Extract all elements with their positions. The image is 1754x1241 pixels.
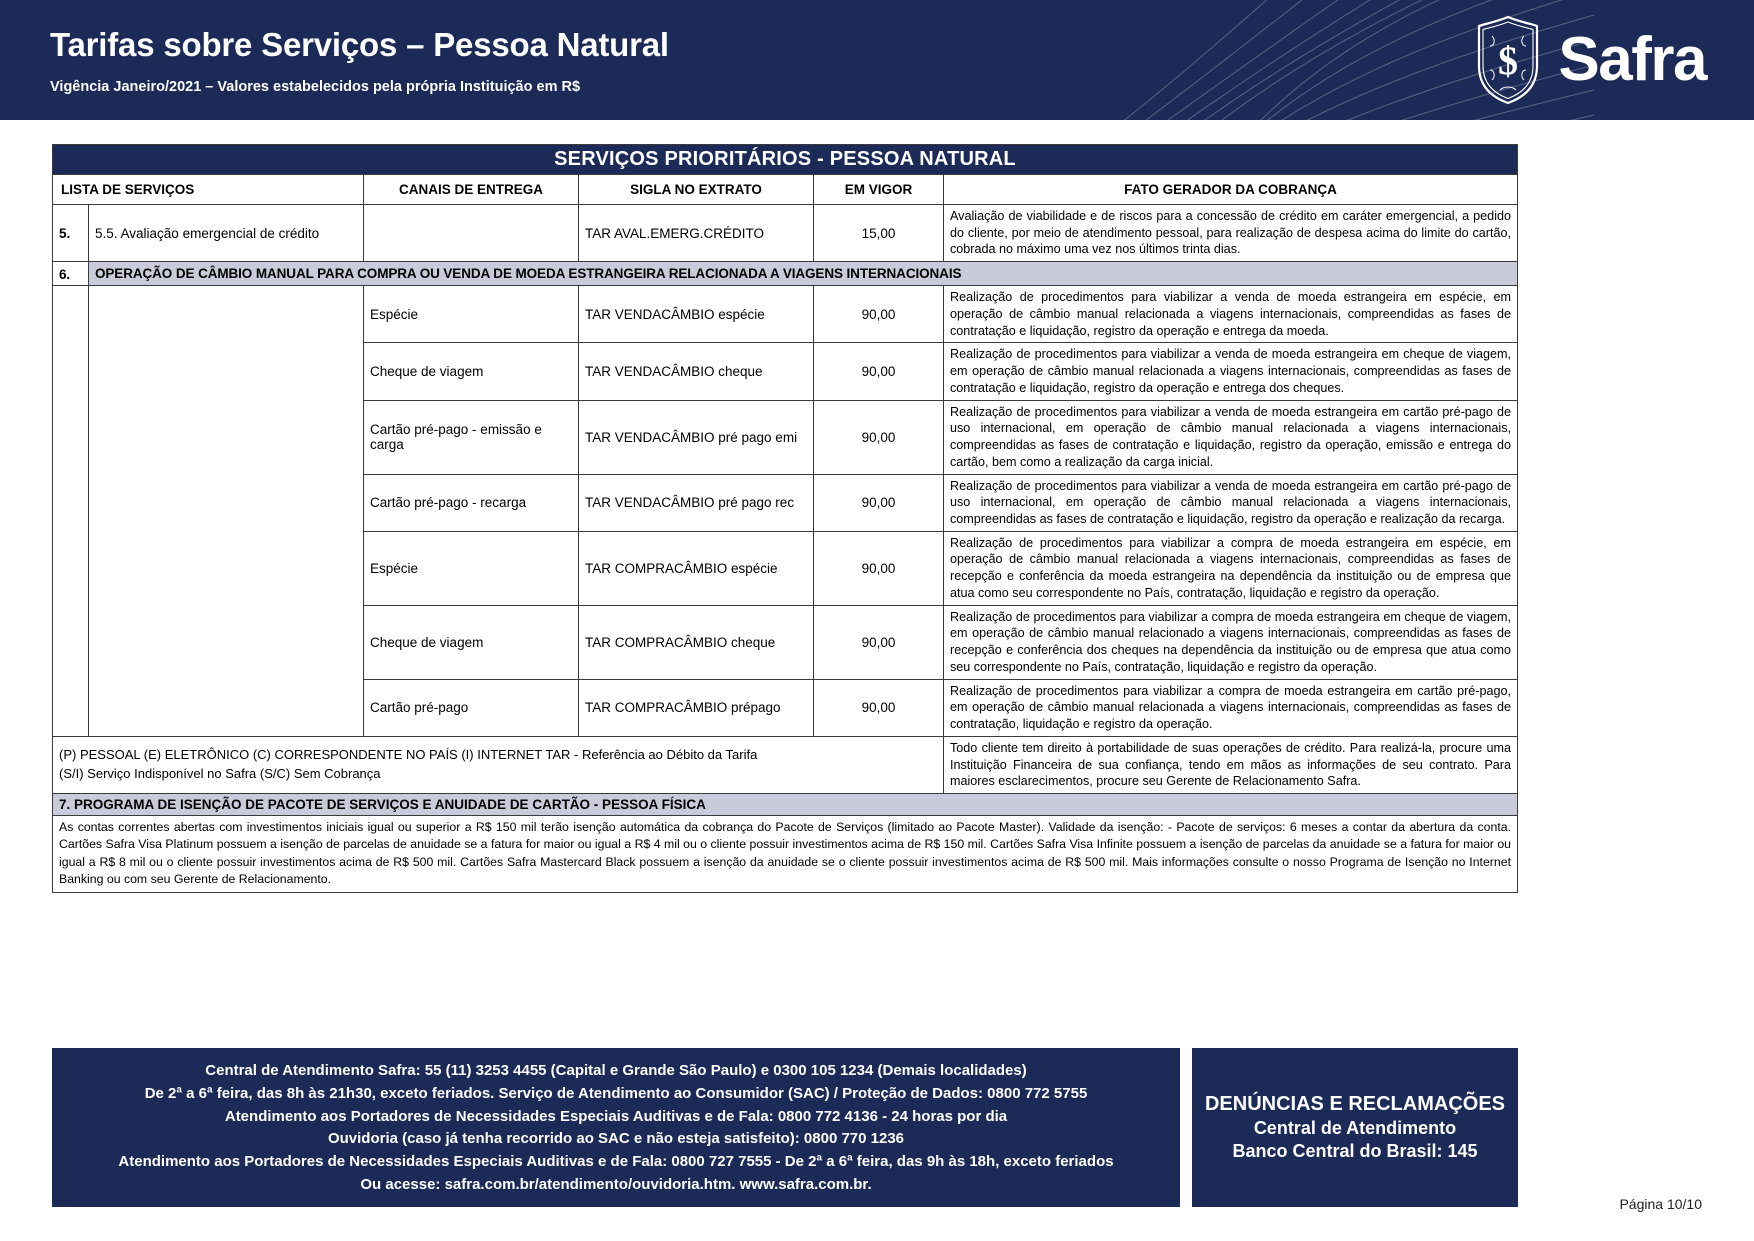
delivery-channel: Cartão pré-pago - recarga (364, 474, 579, 531)
tariff-table (52, 144, 1518, 893)
column-header-sigla: SIGLA NO EXTRATO (579, 175, 814, 205)
statement-code: TAR COMPRACÂMBIO cheque (579, 605, 814, 679)
page-header (0, 0, 1754, 120)
section6-spacer-service (89, 286, 364, 737)
column-header-vigor: EM VIGOR (814, 175, 944, 205)
page-number: Página 10/10 (1619, 1196, 1702, 1212)
column-header-fato: FATO GERADOR DA COBRANÇA (944, 175, 1518, 205)
statement-code: TAR AVAL.EMERG.CRÉDITO (579, 205, 814, 262)
charge-trigger: Realização de procedimentos para viabilizar a compra de moeda estrangeira em cheque de viagem, em operação de câmbio manual relacionado a viagens internacionais, compreendidas as fases de recepção e conferência dos cheques na dependência da instituição ou de empresa que atua como seu correspondente no País, contratação, liquidação e registro da operação. (944, 605, 1518, 679)
statement-code: TAR VENDACÂMBIO espécie (579, 286, 814, 343)
column-header-row (53, 175, 1518, 205)
fee-value: 90,00 (814, 286, 944, 343)
table-row (53, 286, 1518, 343)
complaints-block (1192, 1048, 1518, 1207)
delivery-channel: Cheque de viagem (364, 343, 579, 400)
page-title: Tarifas sobre Serviços – Pessoa Natural (50, 26, 669, 63)
delivery-channel: Espécie (364, 531, 579, 605)
fee-value: 90,00 (814, 605, 944, 679)
page-subtitle: Vigência Janeiro/2021 – Valores estabelecidos pela própria Instituição em R$ (50, 79, 581, 95)
contact-line-1: Central de Atendimento Safra: 55 (11) 3253 4455 (Capital e Grande São Paulo) e 0300 105 1234 (Demais localidades) (205, 1062, 1027, 1079)
section7-title-row (53, 794, 1518, 816)
complaints-line-1: Central de Atendimento (1253, 1117, 1457, 1138)
contact-block (52, 1048, 1180, 1207)
table-banner: SERVIÇOS PRIORITÁRIOS - PESSOA NATURAL (53, 145, 1518, 175)
contact-line-2: De 2ª a 6ª feira, das 8h às 21h30, exceto feriados. Serviço de Atendimento ao Consumidor (SAC) / Proteção de Dados: 0800 772 5755 (144, 1084, 1088, 1102)
legend-row (53, 736, 1518, 793)
table-row (53, 205, 1518, 262)
section6-spacer-left (53, 286, 89, 737)
svg-text:$: $ (1498, 38, 1519, 83)
table-banner-row (53, 145, 1518, 175)
complaints-line-2: Banco Central do Brasil: 145 (1232, 1141, 1478, 1162)
service-name: 5.5. Avaliação emergencial de crédito (89, 205, 364, 262)
page-footer (52, 1048, 1518, 1207)
charge-trigger: Realização de procedimentos para viabilizar a compra de moeda estrangeira em cartão pré-pago, em operação de câmbio manual relacionada a viagens internacionais, compreendidas as fases de contratação, liquidação e registro da operação. (944, 679, 1518, 736)
charge-trigger: Avaliação de viabilidade e de riscos para a concessão de crédito em caráter emergencial, a pedido do cliente, por meio de atendimento pessoal, para realização de despesa acima do limite do cartão, cobrada no máximo uma vez nos últimos trinta dias. (944, 205, 1518, 262)
section6-number: 6. (53, 262, 89, 286)
legend-block (53, 736, 944, 793)
column-header-lista: LISTA DE SERVIÇOS (53, 175, 364, 205)
fee-value: 90,00 (814, 679, 944, 736)
charge-trigger: Realização de procedimentos para viabilizar a compra de moeda estrangeira em espécie, em operação de câmbio manual relacionada a viagens internacionais, compreendidas as fases de recepção e conferência da moeda estrangeira na dependência da instituição ou de empresa que atua como seu correspondente no País, contratação, liquidação e registro da operação. (944, 531, 1518, 605)
charge-trigger: Realização de procedimentos para viabilizar a venda de moeda estrangeira em cartão pré-pago de uso internacional, em operação de câmbio manual relacionada a viagens internacionais, compreendidas as fases de contratação e liquidação, registro da operação e realização da recarga. (944, 474, 1518, 531)
delivery-channel (364, 205, 579, 262)
contact-line-4: Ouvidoria (caso já tenha recorrido ao SAC e não esteja satisfeito): 0800 770 1236 (327, 1130, 905, 1148)
statement-code: TAR VENDACÂMBIO cheque (579, 343, 814, 400)
section5-number: 5. (53, 205, 89, 262)
section7-title: 7. PROGRAMA DE ISENÇÃO DE PACOTE DE SERVIÇOS E ANUIDADE DE CARTÃO - PESSOA FÍSICA (53, 794, 1518, 816)
delivery-channel: Cartão pré-pago - emissão e carga (364, 400, 579, 474)
statement-code: TAR VENDACÂMBIO pré pago rec (579, 474, 814, 531)
section7-body-row (53, 816, 1518, 893)
section6-group-row (53, 262, 1518, 286)
contact-line-6: Ou acesse: safra.com.br/atendimento/ouvidoria.htm. www.safra.com.br. (360, 1175, 872, 1193)
statement-code: TAR VENDACÂMBIO pré pago emi (579, 400, 814, 474)
brand-wordmark: Safra (1558, 25, 1706, 94)
statement-code: TAR COMPRACÂMBIO espécie (579, 531, 814, 605)
delivery-channel: Cartão pré-pago (364, 679, 579, 736)
safra-crest-icon (1474, 14, 1542, 106)
charge-trigger: Realização de procedimentos para viabilizar a venda de moeda estrangeira em espécie, em operação de câmbio manual relacionada a viagens internacionais, compreendidas as fases de contratação e liquidação, registro da operação e entrega da moeda. (944, 286, 1518, 343)
legend-line-2: (S/I) Serviço Indisponível no Safra (S/C) Sem Cobrança (59, 765, 381, 781)
fee-value: 90,00 (814, 343, 944, 400)
portability-note: Todo cliente tem direito à portabilidade de suas operações de crédito. Para realizá-la, procure uma Instituição Financeira de sua confiança, tendo em mãos as informações de seu contrato. Para maiores esclarecimentos, procure seu Gerente de Relacionamento Safra. (944, 736, 1518, 793)
delivery-channel: Espécie (364, 286, 579, 343)
fee-value: 90,00 (814, 400, 944, 474)
charge-trigger: Realização de procedimentos para viabilizar a venda de moeda estrangeira em cheque de viagem, em operação de câmbio manual relacionada a viagens internacionais, compreendidas as fases de contratação e liquidação, registro da operação e entrega dos cheques. (944, 343, 1518, 400)
section7-body: As contas correntes abertas com investimentos iniciais igual ou superior a R$ 150 mil terão isenção automática da cobrança do Pacote de Serviços (limitado ao Pacote Master). Validade da isenção: - Pacote de serviços: 6 meses a contar da abertura da conta. Cartões Safra Visa Platinum possuem a isenção de parcelas de anuidade se a fatura for maior ou igual a R$ 4 mil ou o cliente possuir investimentos acima de R$ 150 mil. Cartões Safra Visa Infinite possuem a isenção de parcelas da anuidade se a fatura for maior ou igual a R$ 8 mil ou o cliente possuir investimentos acima de R$ 500 mil. Cartões Safra Mastercard Black possuem a isenção da anuidade se o cliente possuir investimentos acima de R$ 500 mil. Mais informações consulte o nosso Programa de Isenção no Internet Banking ou com seu Gerente de Relacionamento. (53, 816, 1518, 893)
delivery-channel: Cheque de viagem (364, 605, 579, 679)
tariff-table-wrapper (52, 144, 1518, 893)
charge-trigger: Realização de procedimentos para viabilizar a venda de moeda estrangeira em cartão pré-pago de uso internacional, em operação de câmbio manual relacionada a viagens internacionais, compreendidas as fases de contratação e liquidação, registro da operação, emissão e entrega do cartão, bem como a realização da carga inicial. (944, 400, 1518, 474)
statement-code: TAR COMPRACÂMBIO prépago (579, 679, 814, 736)
fee-value: 90,00 (814, 531, 944, 605)
section6-title: OPERAÇÃO DE CÂMBIO MANUAL PARA COMPRA OU VENDA DE MOEDA ESTRANGEIRA RELACIONADA A VIAGENS INTERNACIONAIS (89, 262, 1518, 286)
contact-line-3: Atendimento aos Portadores de Necessidades Especiais Auditivas e de Fala: 0800 772 4136 - 24 horas por dia (224, 1107, 1008, 1125)
fee-value: 15,00 (814, 205, 944, 262)
column-header-canais: CANAIS DE ENTREGA (364, 175, 579, 205)
brand-lockup (1474, 14, 1706, 106)
legend-line-1: (P) PESSOAL (E) ELETRÔNICO (C) CORRESPONDENTE NO PAÍS (I) INTERNET TAR - Referência ao Débito da Tarifa (59, 747, 758, 763)
contact-line-5: Atendimento aos Portadores de Necessidades Especiais Auditivas e de Fala: 0800 727 7555 - De 2ª a 6ª feira, das 9h às 18h, exceto feriados (118, 1153, 1114, 1171)
fee-value: 90,00 (814, 474, 944, 531)
complaints-title: DENÚNCIAS E RECLAMAÇÕES (1204, 1092, 1506, 1115)
